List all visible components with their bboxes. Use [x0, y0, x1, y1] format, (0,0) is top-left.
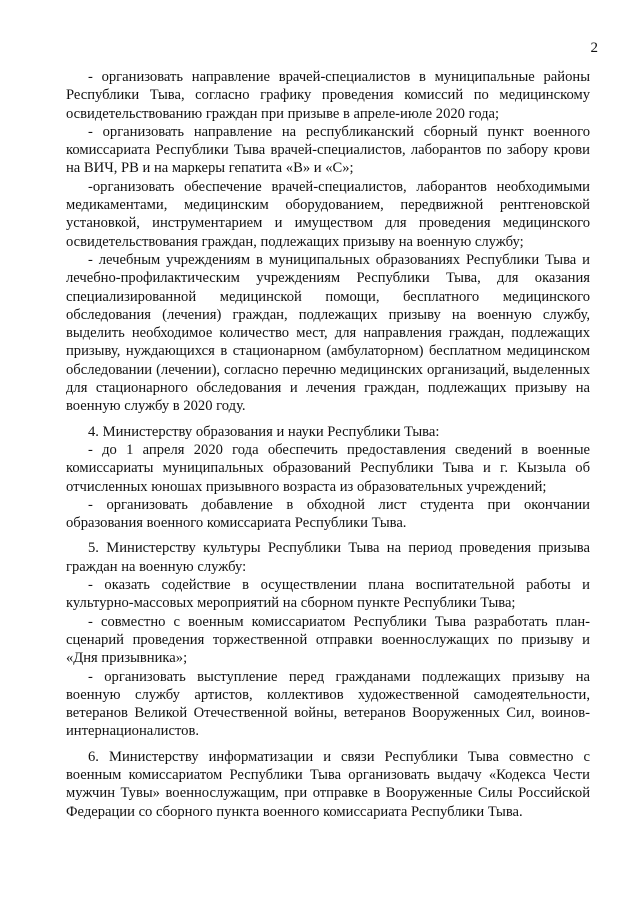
- page-number: 2: [590, 40, 598, 56]
- paragraph-health-2: - организовать направление на республиканский сборный пункт военного комиссариата Республики Тыва врачей-специалистов, лаборантов по забору крови на ВИЧ, РВ и на маркеры гепатита «В» и «С»;: [66, 123, 590, 177]
- paragraph-culture-2: - совместно с военным комиссариатом Республики Тыва разработать план-сценарий проведения торжественной отправки военнослужащих по призыву и «Дня призывника»;: [66, 613, 590, 667]
- paragraph-health-3: -организовать обеспечение врачей-специалистов, лаборантов необходимыми медикаментами, медицинским оборудованием, передвижной рентгеновской установкой, инструментарием и имуществом для проведения медицинского освидетельствования граждан, подлежащих призыву на военную службу;: [66, 178, 590, 250]
- document-body: [66, 68, 590, 821]
- paragraph-education-1: - до 1 апреля 2020 года обеспечить предоставления сведений в военные комиссариаты муниципальных образований Республики Тыва и г. Кызыла об отчисленных юношах призывного возраста из образовательных учреждений;: [66, 441, 590, 495]
- paragraph-education-2: - организовать добавление в обходной лист студента при окончании образования военного комиссариата Республики Тыва.: [66, 496, 590, 532]
- paragraph-culture-1: - оказать содействие в осуществлении плана воспитательной работы и культурно-массовых мероприятий на сборном пункте Республики Тыва;: [66, 577, 590, 612]
- paragraph-health-1: - организовать направление врачей-специалистов в муниципальные районы Республики Тыва, согласно графику проведения комиссий по медицинскому освидетельствованию граждан при призыве в апреле-июле 2020 года;: [66, 69, 590, 122]
- paragraph-culture-3: - организовать выступление перед гражданами подлежащих призыву на военную службу артистов, коллективов художественной самодеятельности, ветеранов Великой Отечественной войны, ветеранов Вооруженных Сил, воинов-интернационалистов.: [66, 668, 590, 740]
- section-4-heading: 4. Министерству образования и науки Республики Тыва:: [88, 423, 440, 440]
- paragraph-health-4: - лечебным учреждениям в муниципальных образованиях Республики Тыва и лечебно-профилактическим учреждениям Республики Тыва, для оказания специализированной медицинской помощи, бесплатного медицинского обследования (лечения) граждан, подлежащих призыву на военную службу, выделить необходимое количество мест, для направления граждан, подлежащих призыву, нуждающихся в стационарном (амбулаторном) бесплатном медицинском обследовании (лечении), согласно перечню медицинских организаций, выделенных для стационарного обследования и лечения граждан, подлежащих призыву на военную службу в 2020 году.: [66, 251, 590, 415]
- section-6-paragraph: 6. Министерству информатизации и связи Республики Тыва совместно с военным комиссариатом Республики Тыва организовать выдачу «Кодекса Чести мужчин Тувы» военнослужащим, при отправке в Вооруженные Силы Российской Федерации со сборного пункта военного комиссариата Республики Тыва.: [66, 748, 590, 820]
- section-5-heading: 5. Министерству культуры Республики Тыва на период проведения призыва граждан на военную службу:: [66, 540, 590, 575]
